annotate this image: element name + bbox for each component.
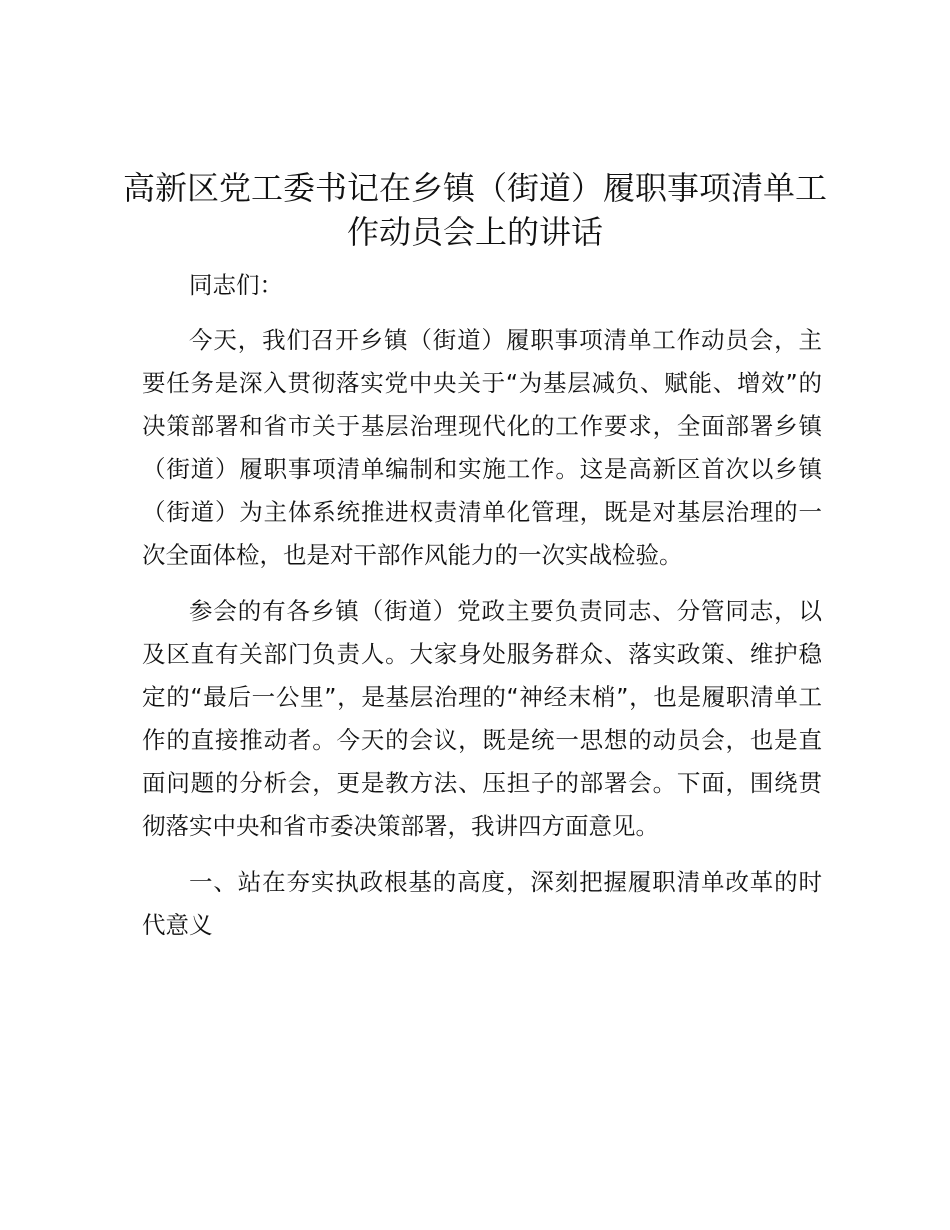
salutation: 同志们：: [189, 271, 283, 299]
document-title: 高新区党工委书记在乡镇（街道）履职事项清单工作动员会上的讲话: [122, 169, 827, 251]
section-heading-1: 一、站在夯实执政根基的高度，深刻把握履职清单改革的时代意义: [142, 868, 822, 939]
paragraph-attendees: 参会的有各乡镇（街道）党政主要负责同志、分管同志，以及区直有关部门负责人。大家身处服务群众、落实政策、维护稳定的“最后一公里”，是基层治理的“神经末梢”，也是履职清单工作的直接推动者。今天的会议，既是统一思想的动员会，也是直面问题的分析会，更是教方法、压担子的部署会。下面，围绕贯彻落实中央和省市委决策部署，我讲四方面意见。: [142, 597, 822, 840]
paragraph-opening: 今天，我们召开乡镇（街道）履职事项清单工作动员会，主要任务是深入贯彻落实党中央关于“为基层减负、赋能、增效”的决策部署和省市关于基层治理现代化的工作要求，全面部署乡镇（街道）履职事项清单编制和实施工作。这是高新区首次以乡镇（街道）为主体系统推进权责清单化管理，既是对基层治理的一次全面体检，也是对干部作风能力的一次实战检验。: [142, 326, 822, 569]
document-body: [142, 264, 822, 960]
